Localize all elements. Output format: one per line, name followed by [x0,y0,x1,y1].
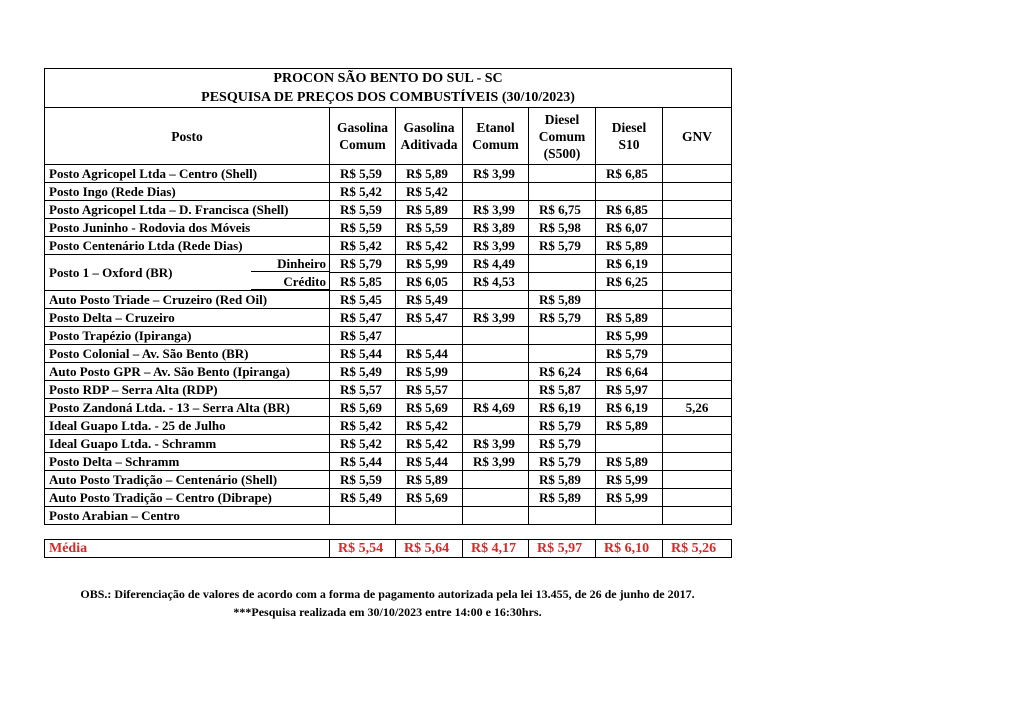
price-cell-gc: R$ 5,47 [330,327,396,345]
price-cell-ga: R$ 5,69 [396,399,463,417]
price-cell-ds10: R$ 6,25 [596,273,663,291]
price-cell-gnv [663,183,732,201]
price-cell-ds500: R$ 5,79 [529,237,596,255]
header-posto: Posto [45,108,330,165]
price-cell-gnv [663,345,732,363]
price-cell-ga: R$ 5,42 [396,435,463,453]
price-cell-ga: R$ 6,05 [396,273,463,291]
price-cell-ds500 [529,165,596,183]
price-cell-gnv [663,435,732,453]
price-cell-ds500: R$ 5,89 [529,489,596,507]
table-row [45,219,732,237]
table-row [45,345,732,363]
header-row [45,108,732,165]
price-cell-gnv [663,381,732,399]
price-cell-et [463,489,529,507]
price-cell-gc: R$ 5,44 [330,345,396,363]
price-cell-gc: R$ 5,69 [330,399,396,417]
price-cell-ga: R$ 5,99 [396,255,463,273]
price-cell-ds10: R$ 6,19 [596,255,663,273]
posto-name: Posto Colonial – Av. São Bento (BR) [45,345,330,363]
price-cell-ds500: R$ 5,79 [529,417,596,435]
price-cell-ds500 [529,507,596,525]
price-cell-et: R$ 3,89 [463,219,529,237]
price-cell-ga: R$ 5,44 [396,453,463,471]
price-cell-gnv [663,219,732,237]
price-cell-gnv: 5,26 [663,399,732,417]
price-cell-gc: R$ 5,42 [330,435,396,453]
price-cell-gc: R$ 5,59 [330,165,396,183]
price-cell-gnv [663,507,732,525]
posto-name: Posto Juninho - Rodovia dos Móveis [45,219,330,237]
price-cell-gc: R$ 5,47 [330,309,396,327]
price-cell-ds10 [596,183,663,201]
posto-name: Posto Trapézio (Ipiranga) [45,327,330,345]
spacer-row [45,525,732,540]
price-cell-et: R$ 4,53 [463,273,529,291]
obs-note: OBS.: Diferenciação de valores de acordo com a forma de pagamento autorizada pela lei 13.455, de 26 de junho de 2017. [80,587,695,601]
price-cell-gnv [663,291,732,309]
table-row [45,309,732,327]
price-cell-et [463,507,529,525]
table-row [45,237,732,255]
price-cell-ga: R$ 5,57 [396,381,463,399]
price-cell-gnv [663,489,732,507]
price-cell-ga: R$ 5,89 [396,471,463,489]
posto-name: Posto Zandoná Ltda. - 13 – Serra Alta (BR) [45,399,330,417]
table-row [45,363,732,381]
table-row [45,255,732,273]
price-cell-et: R$ 4,69 [463,399,529,417]
price-cell-ds500: R$ 6,24 [529,363,596,381]
header-diesel-s10: Diesel S10 [596,108,663,165]
spacer-cell [45,525,732,540]
oxford-posto-name: Posto 1 – Oxford (BR) [49,265,173,280]
price-cell-ga: R$ 5,89 [396,201,463,219]
price-cell-ga: R$ 5,42 [396,237,463,255]
posto-name: Posto Delta – Cruzeiro [45,309,330,327]
price-cell-ds10: R$ 6,19 [596,399,663,417]
header-gasolina-aditivada: Gasolina Aditivada [396,108,463,165]
price-cell-et [463,345,529,363]
price-cell-gc [330,507,396,525]
price-cell-gc: R$ 5,42 [330,183,396,201]
average-ga: R$ 5,64 [396,540,463,558]
price-cell-ga: R$ 5,99 [396,363,463,381]
report-title [45,69,732,108]
price-cell-ga: R$ 5,42 [396,183,463,201]
price-cell-ds10: R$ 5,89 [596,237,663,255]
price-cell-ds10: R$ 5,89 [596,309,663,327]
posto-name: Posto Centenário Ltda (Rede Dias) [45,237,330,255]
price-cell-et: R$ 3,99 [463,435,529,453]
price-cell-ds500 [529,183,596,201]
title-line-2: PESQUISA DE PREÇOS DOS COMBUSTÍVEIS (30/10/2023) [201,90,575,105]
price-cell-gc: R$ 5,42 [330,237,396,255]
price-cell-ds500: R$ 5,89 [529,291,596,309]
price-cell-ds500: R$ 5,79 [529,453,596,471]
price-cell-gc: R$ 5,79 [330,255,396,273]
price-cell-ds500 [529,345,596,363]
price-cell-ds10: R$ 5,89 [596,417,663,435]
fuel-price-table [44,68,732,558]
posto-name: Posto Arabian – Centro [45,507,330,525]
table-row [45,471,732,489]
price-cell-ga [396,327,463,345]
price-cell-gnv [663,417,732,435]
table-row [45,435,732,453]
price-cell-et [463,291,529,309]
table-row [45,327,732,345]
price-cell-ds500: R$ 5,98 [529,219,596,237]
price-cell-gc: R$ 5,49 [330,363,396,381]
price-cell-gnv [663,165,732,183]
price-cell-gc: R$ 5,85 [330,273,396,291]
price-cell-et: R$ 3,99 [463,165,529,183]
price-cell-ga: R$ 5,49 [396,291,463,309]
price-cell-gc: R$ 5,59 [330,201,396,219]
price-cell-et: R$ 3,99 [463,201,529,219]
price-cell-ds500 [529,327,596,345]
table-row [45,417,732,435]
price-cell-ds10: R$ 6,85 [596,201,663,219]
header-gasolina-comum: Gasolina Comum [330,108,396,165]
price-cell-ds10: R$ 5,89 [596,453,663,471]
table-row [45,381,732,399]
price-cell-ga: R$ 5,89 [396,165,463,183]
table-row [45,453,732,471]
header-etanol: Etanol Comum [463,108,529,165]
survey-time-note: ***Pesquisa realizada em 30/10/2023 entre 14:00 e 16:30hrs. [233,605,542,619]
posto-name: Posto Agricopel Ltda – Centro (Shell) [45,165,330,183]
price-cell-gnv [663,327,732,345]
price-cell-et: R$ 3,99 [463,237,529,255]
price-cell-ds10 [596,507,663,525]
header-gnv: GNV [663,108,732,165]
price-cell-gnv [663,363,732,381]
price-cell-gnv [663,471,732,489]
price-cell-et [463,327,529,345]
price-cell-ds500: R$ 5,79 [529,309,596,327]
title-line-1: PROCON SÃO BENTO DO SUL - SC [273,71,503,86]
table-row [45,201,732,219]
price-cell-ds500: R$ 6,75 [529,201,596,219]
table-row [45,183,732,201]
price-cell-ds10 [596,435,663,453]
price-cell-et [463,417,529,435]
price-cell-gc: R$ 5,44 [330,453,396,471]
price-cell-ds10: R$ 5,79 [596,345,663,363]
average-ds10: R$ 6,10 [596,540,663,558]
price-cell-et [463,183,529,201]
price-cell-ds500: R$ 6,19 [529,399,596,417]
price-cell-gc: R$ 5,49 [330,489,396,507]
posto-name: Posto RDP – Serra Alta (RDP) [45,381,330,399]
price-cell-gnv [663,201,732,219]
price-cell-ds10: R$ 6,85 [596,165,663,183]
price-cell-ga: R$ 5,47 [396,309,463,327]
header-diesel-s500: Diesel Comum (S500) [529,108,596,165]
price-survey-sheet [44,68,731,558]
average-et: R$ 4,17 [463,540,529,558]
posto-name: Auto Posto Triade – Cruzeiro (Red Oil) [45,291,330,309]
price-cell-ds10 [596,291,663,309]
price-cell-ga: R$ 5,42 [396,417,463,435]
price-cell-ds500: R$ 5,89 [529,471,596,489]
price-cell-ds500: R$ 5,87 [529,381,596,399]
price-cell-ga: R$ 5,44 [396,345,463,363]
price-cell-gnv [663,237,732,255]
posto-name: Posto Delta – Schramm [45,453,330,471]
price-cell-et: R$ 4,49 [463,255,529,273]
price-cell-et [463,363,529,381]
price-cell-gc: R$ 5,45 [330,291,396,309]
payment-method-label: Crédito [251,273,329,290]
price-cell-gnv [663,453,732,471]
posto-name: Auto Posto Tradição – Centenário (Shell) [45,471,330,489]
posto-name: Ideal Guapo Ltda. - Schramm [45,435,330,453]
price-cell-gc: R$ 5,59 [330,471,396,489]
price-cell-ga: R$ 5,69 [396,489,463,507]
table-row [45,165,732,183]
price-cell-et: R$ 3,99 [463,309,529,327]
table-row [45,507,732,525]
price-cell-ds10: R$ 6,07 [596,219,663,237]
average-gnv: R$ 5,26 [663,540,732,558]
price-cell-gc: R$ 5,57 [330,381,396,399]
price-cell-et: R$ 3,99 [463,453,529,471]
table-row [45,291,732,309]
average-row [45,540,732,558]
price-cell-ds10: R$ 5,99 [596,327,663,345]
price-cell-gc: R$ 5,42 [330,417,396,435]
price-cell-ga: R$ 5,59 [396,219,463,237]
price-cell-ds10: R$ 5,99 [596,489,663,507]
notes [44,585,731,621]
average-gc: R$ 5,54 [330,540,396,558]
posto-name [45,255,330,280]
posto-name: Auto Posto GPR – Av. São Bento (Ipiranga) [45,363,330,381]
posto-name: Ideal Guapo Ltda. - 25 de Julho [45,417,330,435]
price-cell-ga [396,507,463,525]
posto-name: Posto Agricopel Ltda – D. Francisca (Shell) [45,201,330,219]
payment-method-label: Dinheiro [251,255,329,272]
price-cell-ds500 [529,273,596,291]
price-cell-ds10: R$ 5,99 [596,471,663,489]
price-cell-ds500: R$ 5,79 [529,435,596,453]
table-row [45,489,732,507]
price-cell-ds10: R$ 5,97 [596,381,663,399]
price-cell-ds500 [529,255,596,273]
average-ds500: R$ 5,97 [529,540,596,558]
price-cell-et [463,381,529,399]
price-cell-gnv [663,255,732,273]
posto-name: Posto Ingo (Rede Dias) [45,183,330,201]
posto-name: Auto Posto Tradição – Centro (Dibrape) [45,489,330,507]
table-row [45,399,732,417]
price-cell-gnv [663,273,732,291]
price-cell-gc: R$ 5,59 [330,219,396,237]
price-cell-et [463,471,529,489]
price-cell-gnv [663,309,732,327]
average-label: Média [45,540,330,558]
price-cell-ds10: R$ 6,64 [596,363,663,381]
